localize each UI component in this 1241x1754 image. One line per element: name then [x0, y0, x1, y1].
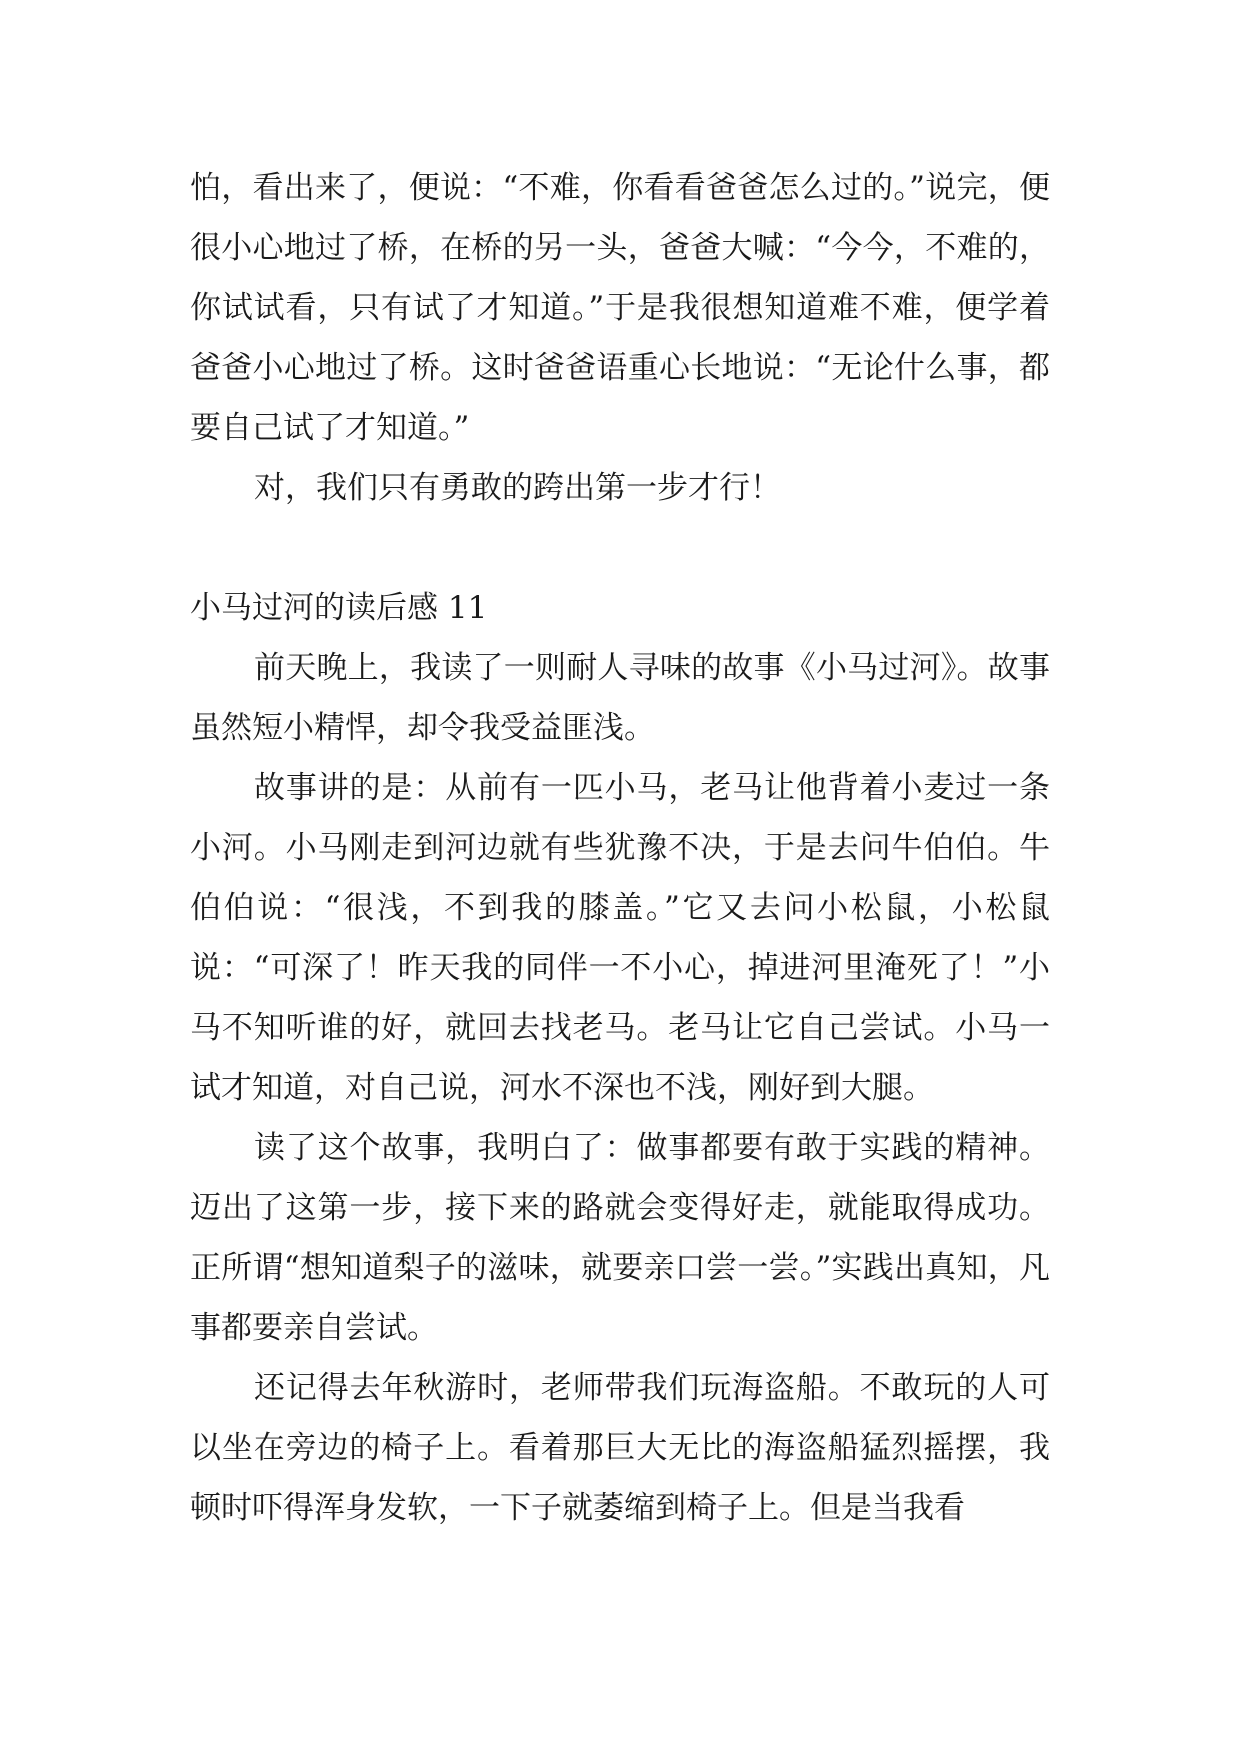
document-body	[190, 158, 1050, 1538]
conclusion-paragraph: 对，我们只有勇敢的跨出第一步才行！	[254, 470, 781, 506]
body-paragraph: 前天晚上，我读了一则耐人寻味的故事《小马过河》。故事虽然短小精悍，却令我受益匪浅。	[190, 650, 1050, 746]
section-title: 小马过河的读后感 11	[190, 590, 488, 626]
body-paragraph: 还记得去年秋游时，老师带我们玩海盗船。不敢玩的人可以坐在旁边的椅子上。看着那巨大无比的海盗船猛烈摇摆，我顿时吓得浑身发软，一下子就萎缩到椅子上。但是当我看	[190, 1370, 1050, 1526]
body-paragraph: 读了这个故事，我明白了：做事都要有敢于实践的精神。迈出了这第一步，接下来的路就会变得好走，就能取得成功。正所谓“想知道梨子的滋味，就要亲口尝一尝。”实践出真知，凡事都要亲自尝试。	[190, 1130, 1050, 1346]
continuation-paragraph: 怕，看出来了，便说：“不难，你看看爸爸怎么过的。”说完，便很小心地过了桥，在桥的另一头，爸爸大喊：“今今，不难的，你试试看，只有试了才知道。”于是我很想知道难不难，便学着爸爸小心地过了桥。这时爸爸语重心长地说：“无论什么事，都要自己试了才知道。”	[190, 170, 1050, 446]
body-paragraph: 故事讲的是：从前有一匹小马，老马让他背着小麦过一条小河。小马刚走到河边就有些犹豫不决，于是去问牛伯伯。牛伯伯说：“很浅，不到我的膝盖。”它又去问小松鼠，小松鼠说：“可深了！昨天我的同伴一不小心，掉进河里淹死了！”小马不知听谁的好，就回去找老马。老马让它自己尝试。小马一试才知道，对自己说，河水不深也不浅，刚好到大腿。	[190, 770, 1050, 1106]
